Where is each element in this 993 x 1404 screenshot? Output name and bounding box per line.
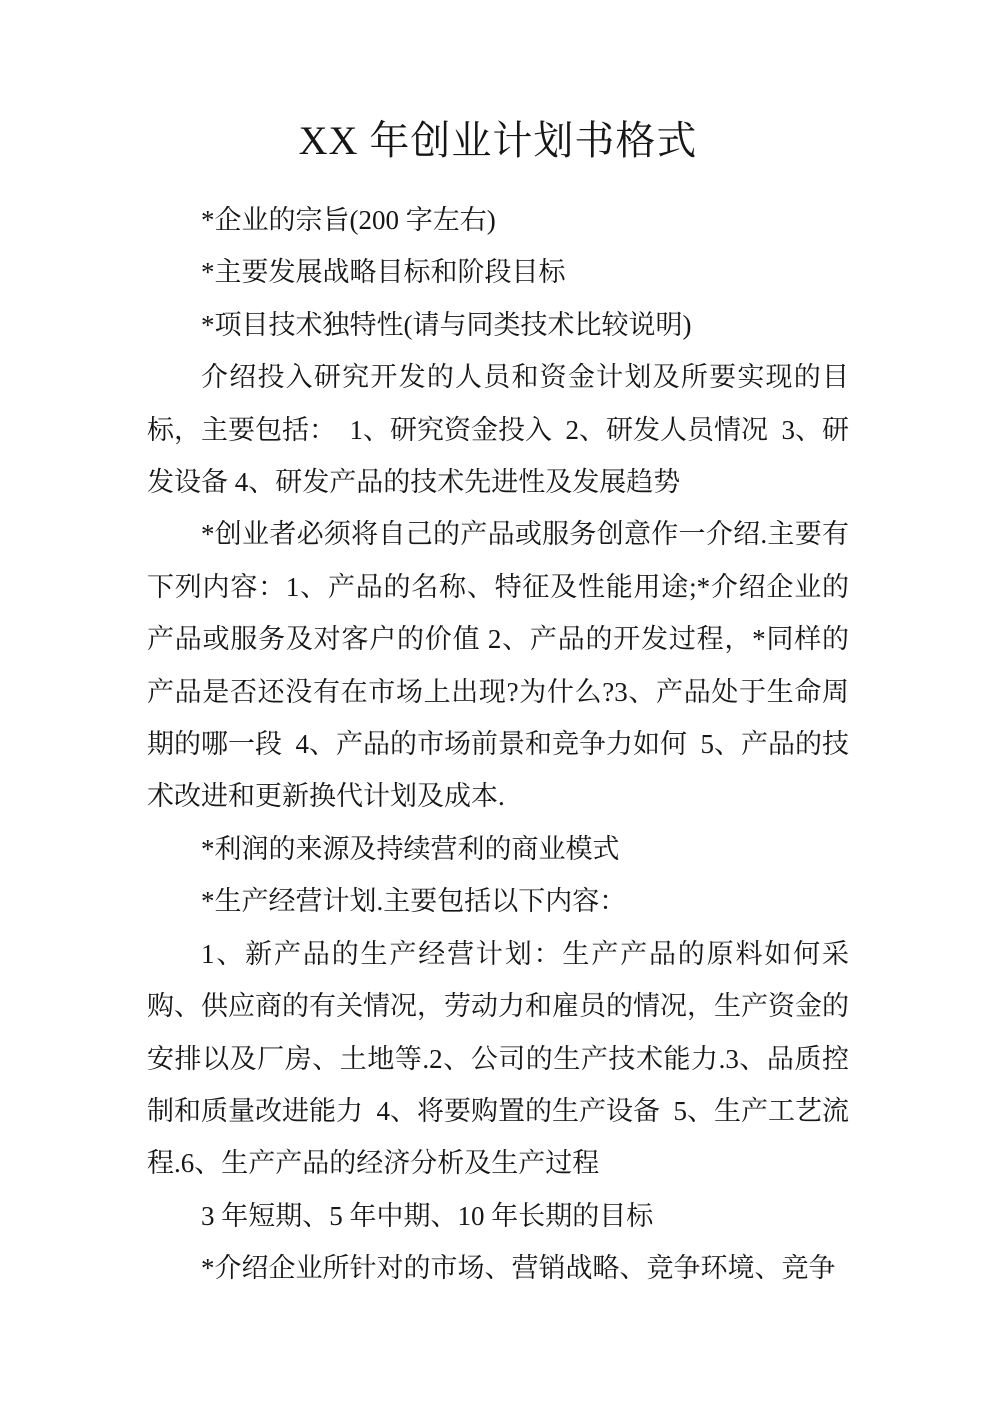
paragraph-uniqueness: *项目技术独特性(请与同类技术比较说明) <box>201 309 692 340</box>
paragraph-strategy: *主要发展战略目标和阶段目标 <box>201 257 566 288</box>
paragraph-purpose: *企业的宗旨(200 字左右) <box>201 205 496 235</box>
paragraph-product-intro: *创业者必须将自己的产品或服务创意作一介绍.主要有下列内容：1、产品的名称、特征及性能用途;*介绍企业的产品或服务及对客户的价值 2、产品的开发过程，*同样的产品是否还没有在市场上出现?为什么?3、产品处于生命周期的哪一段 4、产品的市场前景和竞争力如何 5、产品的技术改进和更新换代计划及成本. <box>147 519 849 812</box>
paragraph-production-plan: *生产经营计划.主要包括以下内容： <box>201 886 627 917</box>
paragraph-profit-model: *利润的来源及持续营利的商业模式 <box>201 833 620 864</box>
document-title: XX 年创业计划书格式 <box>298 118 698 163</box>
paragraph-production-detail: 1、新产品的生产经营计划：生产产品的原料如何采购、供应商的有关情况，劳动力和雇员的情况，生产资金的安排以及厂房、土地等.2、公司的生产技术能力.3、品质控制和质量改进能力 4、将要购置的生产设备 5、生产工艺流程.6、生产产品的经济分析及生产过程 <box>147 938 849 1179</box>
paragraph-goals: 3 年短期、5 年中期、10 年长期的目标 <box>201 1200 654 1231</box>
paragraph-rnd-intro: 介绍投入研究开发的人员和资金计划及所要实现的目标，主要包括： 1、研究资金投入 2、研发人员情况 3、研发设备 4、研发产品的技术先进性及发展趋势 <box>147 362 849 498</box>
document-body <box>147 194 849 1295</box>
document-content <box>147 112 849 1295</box>
paragraph-market-intro: *介绍企业所针对的市场、营销战略、竞争环境、竞争 <box>201 1253 836 1284</box>
